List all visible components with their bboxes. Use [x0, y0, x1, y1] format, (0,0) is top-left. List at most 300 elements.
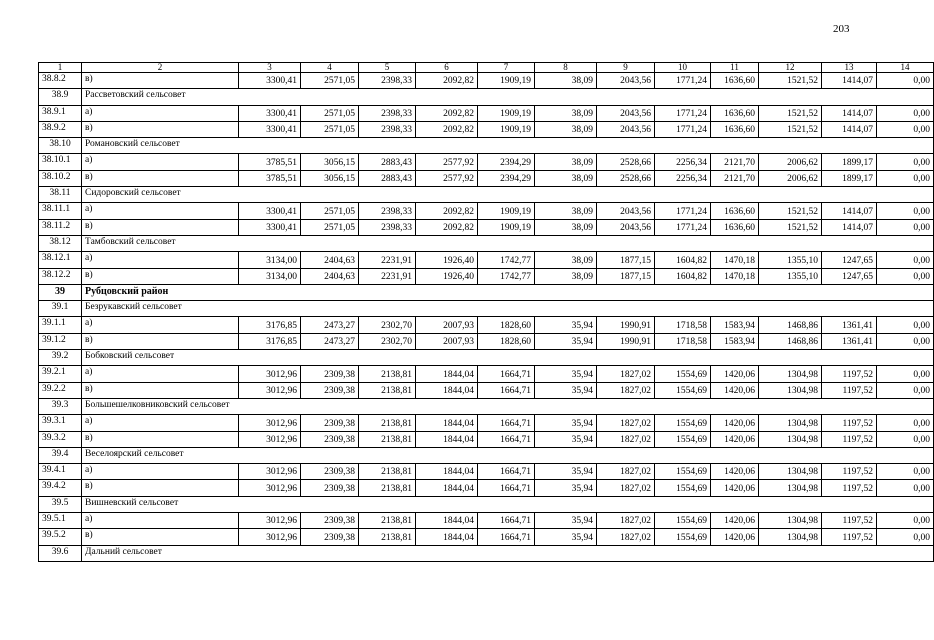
row-label: а) — [82, 203, 239, 219]
value-cell: 1304,98 — [759, 464, 822, 480]
value-cell: 2138,81 — [359, 415, 416, 431]
value-cell: 2309,38 — [301, 480, 359, 496]
value-cell: 35,94 — [535, 480, 597, 496]
section-row — [39, 187, 934, 203]
value-cell: 3056,15 — [301, 154, 359, 170]
value-cell: 1899,17 — [822, 154, 877, 170]
table-row — [39, 382, 934, 398]
value-cell: 1554,69 — [655, 480, 711, 496]
value-cell: 1844,04 — [416, 480, 478, 496]
value-cell: 3176,85 — [239, 333, 301, 349]
value-cell: 1554,69 — [655, 513, 711, 529]
table-row — [39, 252, 934, 268]
value-cell: 2043,56 — [597, 219, 655, 235]
value-cell: 38,09 — [535, 105, 597, 121]
value-cell: 2309,38 — [301, 415, 359, 431]
value-cell: 2007,93 — [416, 317, 478, 333]
value-cell: 2043,56 — [597, 105, 655, 121]
column-header: 1 — [39, 63, 82, 73]
data-table — [38, 62, 934, 562]
value-cell: 2571,05 — [301, 203, 359, 219]
section-title: Веселоярский сельсовет — [82, 447, 934, 463]
page-number: 203 — [833, 23, 850, 35]
value-cell: 3012,96 — [239, 480, 301, 496]
value-cell: 0,00 — [877, 480, 934, 496]
value-cell: 1844,04 — [416, 431, 478, 447]
value-cell: 0,00 — [877, 333, 934, 349]
row-label: а) — [82, 317, 239, 333]
value-cell: 2302,70 — [359, 333, 416, 349]
value-cell: 1827,02 — [597, 382, 655, 398]
value-cell: 1197,52 — [822, 513, 877, 529]
section-title: Сидоровский сельсовет — [82, 187, 934, 203]
value-cell: 1197,52 — [822, 464, 877, 480]
value-cell: 2528,66 — [597, 170, 655, 186]
value-cell: 0,00 — [877, 366, 934, 382]
value-cell: 1664,71 — [478, 480, 535, 496]
value-cell: 2571,05 — [301, 121, 359, 137]
value-cell: 38,09 — [535, 252, 597, 268]
value-cell: 1197,52 — [822, 529, 877, 545]
value-cell: 1521,52 — [759, 105, 822, 121]
value-cell: 1742,77 — [478, 252, 535, 268]
value-cell: 2092,82 — [416, 203, 478, 219]
value-cell: 3300,41 — [239, 105, 301, 121]
value-cell: 1521,52 — [759, 121, 822, 137]
column-header: 12 — [759, 63, 822, 73]
value-cell: 0,00 — [877, 268, 934, 284]
section-title: Безрукавский сельсовет — [82, 301, 934, 317]
row-label: в) — [82, 219, 239, 235]
value-cell: 2138,81 — [359, 480, 416, 496]
value-cell: 1414,07 — [822, 73, 877, 89]
column-header: 8 — [535, 63, 597, 73]
value-cell: 35,94 — [535, 529, 597, 545]
section-row — [39, 545, 934, 561]
value-cell: 0,00 — [877, 154, 934, 170]
value-cell: 1636,60 — [711, 105, 759, 121]
value-cell: 1554,69 — [655, 529, 711, 545]
value-cell: 2256,34 — [655, 154, 711, 170]
value-cell: 1468,86 — [759, 333, 822, 349]
value-cell: 1361,41 — [822, 333, 877, 349]
value-cell: 1554,69 — [655, 431, 711, 447]
value-cell: 1877,15 — [597, 252, 655, 268]
value-cell: 1926,40 — [416, 268, 478, 284]
value-cell: 2394,29 — [478, 154, 535, 170]
row-code: 38.10 — [39, 138, 82, 154]
value-cell: 1604,82 — [655, 252, 711, 268]
value-cell: 2006,62 — [759, 154, 822, 170]
value-cell: 1197,52 — [822, 431, 877, 447]
value-cell: 2007,93 — [416, 333, 478, 349]
value-cell: 2043,56 — [597, 121, 655, 137]
value-cell: 2398,33 — [359, 203, 416, 219]
value-cell: 1827,02 — [597, 513, 655, 529]
value-cell: 1470,18 — [711, 268, 759, 284]
row-code: 38.9 — [39, 89, 82, 105]
row-label: а) — [82, 464, 239, 480]
row-code: 38.9.2 — [39, 121, 82, 137]
value-cell: 1926,40 — [416, 252, 478, 268]
table-row — [39, 203, 934, 219]
value-cell: 2138,81 — [359, 464, 416, 480]
value-cell: 1664,71 — [478, 366, 535, 382]
row-code: 39.4 — [39, 447, 82, 463]
section-row — [39, 398, 934, 414]
column-header: 4 — [301, 63, 359, 73]
value-cell: 38,09 — [535, 268, 597, 284]
value-cell: 1828,60 — [478, 317, 535, 333]
value-cell: 35,94 — [535, 366, 597, 382]
column-header: 13 — [822, 63, 877, 73]
value-cell: 1909,19 — [478, 105, 535, 121]
value-cell: 0,00 — [877, 219, 934, 235]
value-cell: 3300,41 — [239, 73, 301, 89]
value-cell: 1990,91 — [597, 317, 655, 333]
value-cell: 2138,81 — [359, 513, 416, 529]
row-code: 38.10.2 — [39, 170, 82, 186]
value-cell: 3785,51 — [239, 154, 301, 170]
value-cell: 35,94 — [535, 431, 597, 447]
value-cell: 0,00 — [877, 464, 934, 480]
value-cell: 1420,06 — [711, 529, 759, 545]
value-cell: 0,00 — [877, 382, 934, 398]
value-cell: 1420,06 — [711, 415, 759, 431]
table-row — [39, 121, 934, 137]
column-header: 9 — [597, 63, 655, 73]
section-row — [39, 350, 934, 366]
value-cell: 1420,06 — [711, 480, 759, 496]
value-cell: 1304,98 — [759, 529, 822, 545]
value-cell: 1771,24 — [655, 203, 711, 219]
value-cell: 1909,19 — [478, 121, 535, 137]
value-cell: 0,00 — [877, 513, 934, 529]
value-cell: 35,94 — [535, 333, 597, 349]
value-cell: 1664,71 — [478, 431, 535, 447]
row-code: 38.12 — [39, 235, 82, 251]
row-code: 39.1 — [39, 301, 82, 317]
row-code: 39.3.1 — [39, 415, 82, 431]
value-cell: 2231,91 — [359, 268, 416, 284]
value-cell: 1844,04 — [416, 366, 478, 382]
value-cell: 1304,98 — [759, 513, 822, 529]
value-cell: 3134,00 — [239, 268, 301, 284]
value-cell: 2231,91 — [359, 252, 416, 268]
value-cell: 1718,58 — [655, 333, 711, 349]
section-title: Вишневский сельсовет — [82, 496, 934, 512]
row-code: 39 — [39, 284, 82, 300]
value-cell: 1771,24 — [655, 219, 711, 235]
value-cell: 3056,15 — [301, 170, 359, 186]
value-cell: 1420,06 — [711, 431, 759, 447]
section-row — [39, 447, 934, 463]
row-code: 39.5.2 — [39, 529, 82, 545]
table-row — [39, 219, 934, 235]
value-cell: 1355,10 — [759, 252, 822, 268]
value-cell: 1636,60 — [711, 73, 759, 89]
value-cell: 38,09 — [535, 121, 597, 137]
value-cell: 3012,96 — [239, 431, 301, 447]
row-label: в) — [82, 480, 239, 496]
value-cell: 1521,52 — [759, 203, 822, 219]
value-cell: 1247,65 — [822, 252, 877, 268]
table-row — [39, 105, 934, 121]
value-cell: 1844,04 — [416, 382, 478, 398]
section-title: Романовский сельсовет — [82, 138, 934, 154]
value-cell: 2309,38 — [301, 529, 359, 545]
value-cell: 1877,15 — [597, 268, 655, 284]
value-cell: 1414,07 — [822, 105, 877, 121]
value-cell: 0,00 — [877, 415, 934, 431]
row-label: в) — [82, 382, 239, 398]
value-cell: 1414,07 — [822, 203, 877, 219]
value-cell: 1554,69 — [655, 415, 711, 431]
row-code: 39.3.2 — [39, 431, 82, 447]
value-cell: 2138,81 — [359, 529, 416, 545]
row-label: в) — [82, 268, 239, 284]
section-row — [39, 89, 934, 105]
value-cell: 0,00 — [877, 431, 934, 447]
value-cell: 1304,98 — [759, 366, 822, 382]
value-cell: 1197,52 — [822, 415, 877, 431]
column-header: 10 — [655, 63, 711, 73]
row-label: а) — [82, 154, 239, 170]
row-label: а) — [82, 252, 239, 268]
value-cell: 1844,04 — [416, 529, 478, 545]
value-cell: 1636,60 — [711, 121, 759, 137]
table-row — [39, 513, 934, 529]
row-label: в) — [82, 121, 239, 137]
table-row — [39, 464, 934, 480]
value-cell: 2398,33 — [359, 105, 416, 121]
value-cell: 2473,27 — [301, 333, 359, 349]
row-code: 38.11 — [39, 187, 82, 203]
value-cell: 1361,41 — [822, 317, 877, 333]
value-cell: 2309,38 — [301, 513, 359, 529]
row-label: а) — [82, 415, 239, 431]
section-row — [39, 235, 934, 251]
value-cell: 1583,94 — [711, 333, 759, 349]
value-cell: 2092,82 — [416, 73, 478, 89]
value-cell: 3176,85 — [239, 317, 301, 333]
value-cell: 1827,02 — [597, 366, 655, 382]
value-cell: 1197,52 — [822, 366, 877, 382]
table-row — [39, 480, 934, 496]
section-title: Дальний сельсовет — [82, 545, 934, 561]
value-cell: 1771,24 — [655, 105, 711, 121]
value-cell: 1664,71 — [478, 382, 535, 398]
value-cell: 2571,05 — [301, 105, 359, 121]
value-cell: 2309,38 — [301, 366, 359, 382]
value-cell: 3012,96 — [239, 513, 301, 529]
value-cell: 1304,98 — [759, 382, 822, 398]
value-cell: 2883,43 — [359, 154, 416, 170]
value-cell: 1909,19 — [478, 219, 535, 235]
value-cell: 1197,52 — [822, 382, 877, 398]
row-code: 39.6 — [39, 545, 82, 561]
section-title: Тамбовский сельсовет — [82, 235, 934, 251]
value-cell: 2577,92 — [416, 170, 478, 186]
value-cell: 2404,63 — [301, 268, 359, 284]
value-cell: 38,09 — [535, 170, 597, 186]
value-cell: 1664,71 — [478, 415, 535, 431]
table-row — [39, 366, 934, 382]
row-label: а) — [82, 513, 239, 529]
value-cell: 35,94 — [535, 317, 597, 333]
value-cell: 2309,38 — [301, 382, 359, 398]
value-cell: 1583,94 — [711, 317, 759, 333]
table-row — [39, 170, 934, 186]
row-code: 38.11.2 — [39, 219, 82, 235]
value-cell: 0,00 — [877, 529, 934, 545]
value-cell: 1420,06 — [711, 366, 759, 382]
value-cell: 2398,33 — [359, 121, 416, 137]
value-cell: 1414,07 — [822, 219, 877, 235]
value-cell: 1521,52 — [759, 73, 822, 89]
value-cell: 2092,82 — [416, 121, 478, 137]
value-cell: 35,94 — [535, 415, 597, 431]
value-cell: 2577,92 — [416, 154, 478, 170]
value-cell: 2309,38 — [301, 464, 359, 480]
value-cell: 3785,51 — [239, 170, 301, 186]
value-cell: 1771,24 — [655, 73, 711, 89]
table-row — [39, 317, 934, 333]
value-cell: 1827,02 — [597, 431, 655, 447]
table-row — [39, 415, 934, 431]
value-cell: 2528,66 — [597, 154, 655, 170]
value-cell: 38,09 — [535, 73, 597, 89]
header-row — [39, 63, 934, 73]
value-cell: 35,94 — [535, 382, 597, 398]
value-cell: 1990,91 — [597, 333, 655, 349]
value-cell: 1521,52 — [759, 219, 822, 235]
value-cell: 1909,19 — [478, 73, 535, 89]
value-cell: 1742,77 — [478, 268, 535, 284]
value-cell: 1844,04 — [416, 464, 478, 480]
value-cell: 1636,60 — [711, 203, 759, 219]
value-cell: 2121,70 — [711, 170, 759, 186]
value-cell: 1197,52 — [822, 480, 877, 496]
value-cell: 2043,56 — [597, 73, 655, 89]
value-cell: 3012,96 — [239, 464, 301, 480]
value-cell: 2092,82 — [416, 105, 478, 121]
value-cell: 2121,70 — [711, 154, 759, 170]
value-cell: 2571,05 — [301, 73, 359, 89]
value-cell: 2309,38 — [301, 431, 359, 447]
value-cell: 1304,98 — [759, 480, 822, 496]
column-header: 7 — [478, 63, 535, 73]
value-cell: 1247,65 — [822, 268, 877, 284]
value-cell: 1827,02 — [597, 464, 655, 480]
value-cell: 1554,69 — [655, 366, 711, 382]
row-code: 39.5.1 — [39, 513, 82, 529]
row-code: 39.2.2 — [39, 382, 82, 398]
value-cell: 0,00 — [877, 170, 934, 186]
value-cell: 1664,71 — [478, 529, 535, 545]
value-cell: 38,09 — [535, 203, 597, 219]
section-title: Бобковский сельсовет — [82, 350, 934, 366]
row-code: 39.5 — [39, 496, 82, 512]
row-code: 38.8.2 — [39, 73, 82, 89]
value-cell: 1355,10 — [759, 268, 822, 284]
value-cell: 3012,96 — [239, 382, 301, 398]
column-header: 2 — [82, 63, 239, 73]
row-label: в) — [82, 73, 239, 89]
value-cell: 35,94 — [535, 513, 597, 529]
row-code: 39.2 — [39, 350, 82, 366]
value-cell: 0,00 — [877, 252, 934, 268]
value-cell: 1827,02 — [597, 415, 655, 431]
value-cell: 0,00 — [877, 121, 934, 137]
value-cell: 0,00 — [877, 105, 934, 121]
value-cell: 1636,60 — [711, 219, 759, 235]
value-cell: 1828,60 — [478, 333, 535, 349]
value-cell: 3012,96 — [239, 366, 301, 382]
value-cell: 1604,82 — [655, 268, 711, 284]
value-cell: 2571,05 — [301, 219, 359, 235]
section-row — [39, 138, 934, 154]
section-title: Рубцовский район — [82, 284, 934, 300]
value-cell: 1664,71 — [478, 513, 535, 529]
row-code: 39.1.1 — [39, 317, 82, 333]
value-cell: 2256,34 — [655, 170, 711, 186]
section-title: Большешелковниковский сельсовет — [82, 398, 934, 414]
row-code: 38.12.2 — [39, 268, 82, 284]
value-cell: 2138,81 — [359, 431, 416, 447]
value-cell: 1554,69 — [655, 382, 711, 398]
value-cell: 1304,98 — [759, 415, 822, 431]
row-code: 39.4.1 — [39, 464, 82, 480]
value-cell: 3300,41 — [239, 203, 301, 219]
row-code: 38.12.1 — [39, 252, 82, 268]
row-code: 38.9.1 — [39, 105, 82, 121]
value-cell: 2138,81 — [359, 366, 416, 382]
value-cell: 1909,19 — [478, 203, 535, 219]
value-cell: 2398,33 — [359, 219, 416, 235]
value-cell: 2302,70 — [359, 317, 416, 333]
value-cell: 3300,41 — [239, 121, 301, 137]
section-row — [39, 301, 934, 317]
value-cell: 0,00 — [877, 203, 934, 219]
value-cell: 2394,29 — [478, 170, 535, 186]
row-label: в) — [82, 170, 239, 186]
value-cell: 1899,17 — [822, 170, 877, 186]
value-cell: 1420,06 — [711, 382, 759, 398]
value-cell: 1718,58 — [655, 317, 711, 333]
value-cell: 3300,41 — [239, 219, 301, 235]
value-cell: 2006,62 — [759, 170, 822, 186]
row-code: 39.2.1 — [39, 366, 82, 382]
value-cell: 1771,24 — [655, 121, 711, 137]
value-cell: 35,94 — [535, 464, 597, 480]
value-cell: 2883,43 — [359, 170, 416, 186]
column-header: 5 — [359, 63, 416, 73]
table-row — [39, 268, 934, 284]
value-cell: 1304,98 — [759, 431, 822, 447]
row-code: 39.3 — [39, 398, 82, 414]
value-cell: 1554,69 — [655, 464, 711, 480]
value-cell: 3134,00 — [239, 252, 301, 268]
row-label: в) — [82, 529, 239, 545]
row-label: а) — [82, 105, 239, 121]
value-cell: 1664,71 — [478, 464, 535, 480]
row-code: 38.11.1 — [39, 203, 82, 219]
value-cell: 2473,27 — [301, 317, 359, 333]
value-cell: 1414,07 — [822, 121, 877, 137]
table-row — [39, 73, 934, 89]
section-title: Рассветовский сельсовет — [82, 89, 934, 105]
